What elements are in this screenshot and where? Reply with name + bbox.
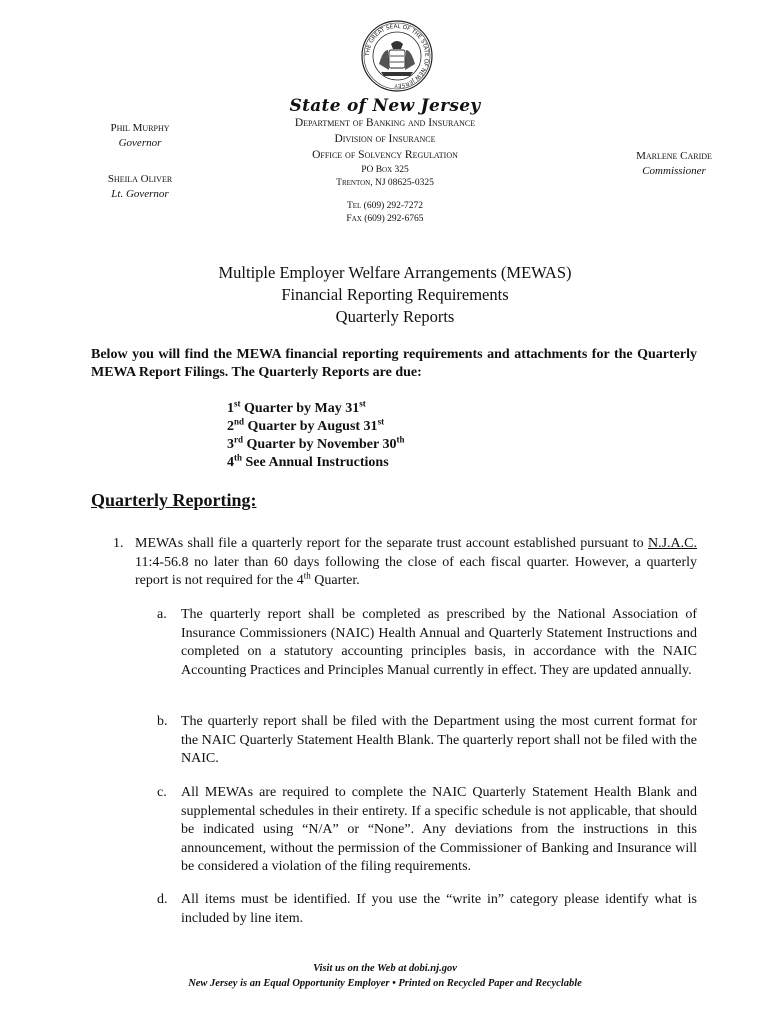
city-line: Trenton, NJ 08625-0325 (336, 178, 434, 188)
sub-item-text: The quarterly report shall be filed with the Department using the most current format for the NAIC Quarterly Statement Health Blank. The quarterly report shall not be filed with the NAIC. (181, 714, 697, 766)
sub-item-label: b. (157, 714, 168, 729)
lt-governor-title: Lt. Governor (111, 188, 169, 200)
po-box-line: PO Box 325 (361, 165, 409, 175)
section-title: Quarterly Reporting: (91, 490, 257, 510)
state-seal-icon (361, 20, 433, 92)
department-line: Department of Banking and Insurance (294, 117, 476, 129)
governor-name: Phil Murphy (110, 122, 170, 134)
due-date-item: 4th See Annual Instructions (227, 452, 389, 470)
fax-line: Fax (609) 292-6765 (346, 214, 424, 224)
due-date-list (227, 400, 404, 472)
sub-item-label: d. (157, 892, 168, 907)
njac-link[interactable]: N.J.A.C. (647, 536, 697, 551)
sub-item-text: The quarterly report shall be completed as prescribed by the National Association of Insurance Commissioners (NAIC) Health Annual and Quarterly Statement Instructions and completed on a statutory accounting principles basis, in accordance with the NAIC Accounting Practices and Principles Manual currently in effect. They are updated annually. (181, 607, 697, 678)
heading-line-3: Quarterly Reports (335, 307, 455, 326)
due-date-item: 2nd Quarter by August 31st (227, 416, 385, 434)
footer-website: Visit us on the Web at dobi.nj.gov (313, 963, 457, 974)
sub-item-text: All items must be identified. If you use the “write in” category please identify what is included by line item. (181, 892, 697, 926)
state-title: State of New Jersey (289, 96, 481, 116)
sub-item-c (157, 784, 697, 877)
office-line: Office of Solvency Regulation (312, 149, 458, 161)
sub-item-b (157, 713, 697, 769)
item-number: 1. (113, 536, 124, 551)
lt-governor-name: Sheila Oliver (107, 173, 173, 185)
heading-line-1: Multiple Employer Welfare Arrangements (MEWAS) (218, 263, 572, 282)
commissioner-title: Commissioner (642, 165, 706, 177)
commissioner-name: Marlene Caride (636, 150, 712, 162)
commissioner-block (614, 149, 734, 179)
due-date-item: 1st Quarter by May 31st (227, 398, 366, 416)
sub-item-text: All MEWAs are required to complete the NAIC Quarterly Statement Health Blank and supplemental schedules in their entirety. If a specific schedule is not applicable, that should be indicated using “N/A” or “None”. Any deviations from the instructions in this announcement, without the permission of the Commissioner of Banking and Insurance will be considered a violation of the filing requirements. (181, 785, 697, 874)
division-line: Division of Insurance (334, 133, 436, 145)
due-date-item: 3rd Quarter by November 30th (227, 434, 405, 452)
sub-item-d (157, 891, 697, 928)
heading-line-2: Financial Reporting Requirements (281, 285, 509, 304)
sub-item-a (157, 606, 697, 680)
footer-notice: New Jersey is an Equal Opportunity Employer • Printed on Recycled Paper and Recyclable (188, 978, 582, 989)
document-heading (0, 262, 770, 328)
intro-paragraph: Below you will find the MEWA financial reporting requirements and attachments for the Quarterly MEWA Report Filings. The Quarterly Reports are due: (91, 347, 697, 380)
sub-item-label: c. (157, 785, 167, 800)
sub-item-label: a. (157, 607, 167, 622)
governor-title: Governor (118, 137, 162, 149)
tel-line: Tel (609) 292-7272 (346, 201, 424, 211)
svg-text:THE GREAT SEAL OF THE STATE OF: THE GREAT SEAL OF THE STATE OF NEW JERSEY (364, 23, 430, 89)
list-item-1: 1. MEWAs shall file a quarterly report for the separate trust account established pursuant to N.J.A.C. 11:4-56.8 no later than 60 days following the close of each fiscal quarter. However, a quarterly report is not required for the 4th Quarter. (113, 536, 697, 588)
